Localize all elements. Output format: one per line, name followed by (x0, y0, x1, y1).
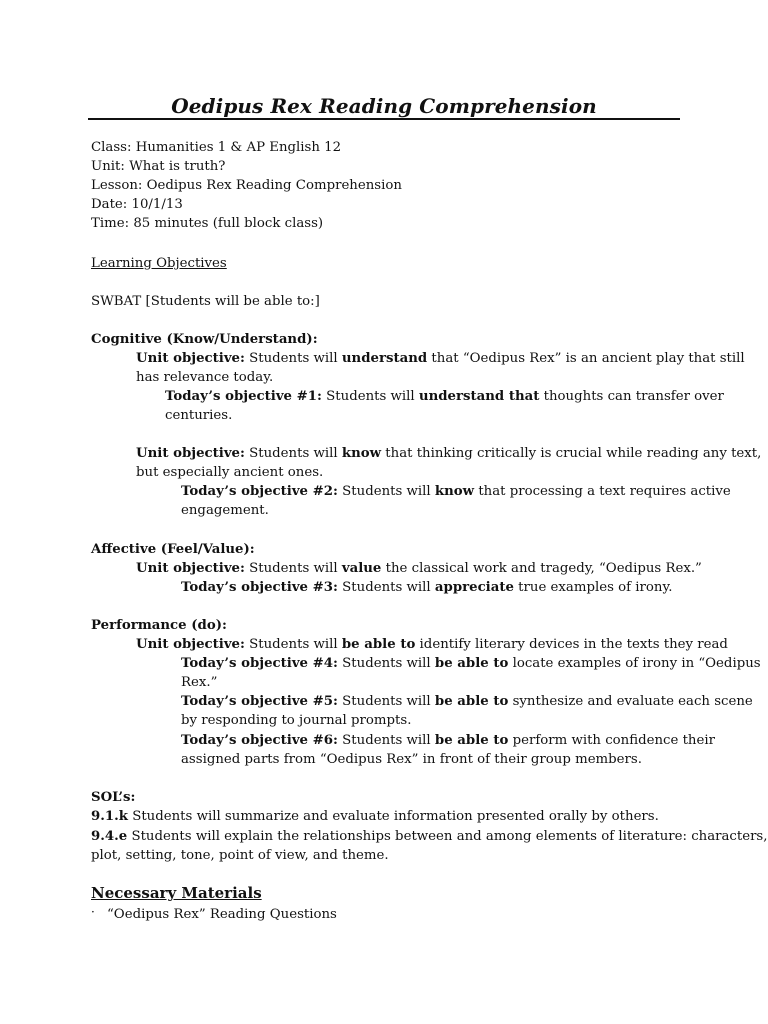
date-label: Date: (91, 197, 128, 212)
todays-objective-6-cont: assigned parts from “Oedipus Rex” in front of their group members. (181, 752, 642, 767)
sol-code: 9.4.e (91, 829, 128, 844)
performance-heading: Performance (do): (91, 618, 227, 633)
swbat-line: SWBAT [Students will be able to:] (91, 294, 320, 309)
objective-text: true examples of irony. (513, 580, 673, 595)
affective-unit-objective (136, 559, 702, 578)
objective-verb: be able to (341, 637, 416, 652)
date-line (91, 195, 183, 214)
materials-item: “Oedipus Rex” Reading Questions (107, 907, 337, 922)
todays-objective-label: Today’s objective #6: (181, 733, 338, 748)
class-label: Class: (91, 140, 132, 155)
objective-verb: know (434, 484, 475, 499)
unit-value: What is truth? (129, 159, 226, 174)
unit-label: Unit: (91, 159, 125, 174)
objective-text: Students will (337, 580, 435, 595)
todays-objective-label: Today’s objective #1: (165, 389, 322, 404)
objective-text: Students will (337, 733, 435, 748)
cognitive-unit-objective-1 (136, 349, 745, 368)
todays-objective-1 (165, 387, 724, 406)
todays-objective-label: Today’s objective #3: (181, 580, 338, 595)
objective-verb: be able to (434, 656, 509, 671)
sol-item-2 (91, 827, 767, 846)
cognitive-unit-objective-1-cont: has relevance today. (136, 370, 274, 385)
document-title: Oedipus Rex Reading Comprehension (171, 94, 597, 118)
bullet-icon: · (91, 905, 95, 919)
sols-heading: SOL’s: (91, 790, 136, 805)
objective-text: locate examples of irony in “Oedipus (508, 656, 761, 671)
todays-objective-4 (181, 654, 761, 673)
todays-objective-1-cont: centuries. (165, 408, 233, 423)
objective-verb: be able to (434, 733, 509, 748)
todays-objective-5 (181, 692, 753, 711)
cognitive-heading: Cognitive (Know/Understand): (91, 332, 318, 347)
todays-objective-6 (181, 731, 715, 750)
objective-text: Students will (337, 656, 435, 671)
performance-unit-objective (136, 635, 728, 654)
objective-text: Students will (337, 694, 435, 709)
objective-text: Students will (244, 561, 342, 576)
lesson-value: Oedipus Rex Reading Comprehension (146, 178, 402, 193)
objective-text: the classical work and tragedy, “Oedipus Rex.” (381, 561, 702, 576)
affective-heading: Affective (Feel/Value): (91, 542, 255, 557)
unit-objective-label: Unit objective: (136, 561, 245, 576)
sol-text: Students will explain the relationships between and among elements of literature: characters, (127, 829, 768, 844)
todays-objective-2 (181, 482, 731, 501)
lesson-line (91, 176, 402, 195)
lesson-label: Lesson: (91, 178, 143, 193)
objective-verb: understand that (418, 389, 540, 404)
time-line (91, 214, 323, 233)
objective-text: identify literary devices in the texts they read (415, 637, 728, 652)
todays-objective-label: Today’s objective #5: (181, 694, 338, 709)
objective-text: that “Oedipus Rex” is an ancient play that still (427, 351, 745, 366)
class-value: Humanities 1 & AP English 12 (135, 140, 342, 155)
todays-objective-4-cont: Rex.” (181, 675, 218, 690)
objective-verb: appreciate (434, 580, 514, 595)
objective-text: thoughts can transfer over (539, 389, 724, 404)
todays-objective-label: Today’s objective #4: (181, 656, 338, 671)
sol-item-1 (91, 807, 659, 826)
time-value: 85 minutes (full block class) (133, 216, 324, 231)
time-label: Time: (91, 216, 130, 231)
objective-text: Students will (321, 389, 419, 404)
learning-objectives-heading: Learning Objectives (91, 256, 227, 271)
sol-code: 9.1.k (91, 809, 128, 824)
unit-objective-label: Unit objective: (136, 351, 245, 366)
class-line (91, 138, 341, 157)
todays-objective-2-cont: engagement. (181, 503, 269, 518)
objective-text: Students will (244, 637, 342, 652)
objective-verb: value (341, 561, 382, 576)
todays-objective-label: Today’s objective #2: (181, 484, 338, 499)
sol-text: Students will summarize and evaluate information presented orally by others. (127, 809, 659, 824)
cognitive-unit-objective-2-cont: but especially ancient ones. (136, 465, 324, 480)
objective-text: Students will (337, 484, 435, 499)
objective-text: Students will (244, 446, 342, 461)
sol-item-2-cont: plot, setting, tone, point of view, and theme. (91, 848, 389, 863)
materials-heading: Necessary Materials (91, 884, 262, 902)
unit-objective-label: Unit objective: (136, 446, 245, 461)
objective-text: that processing a text requires active (474, 484, 731, 499)
objective-text: that thinking critically is crucial while reading any text, (381, 446, 762, 461)
unit-objective-label: Unit objective: (136, 637, 245, 652)
objective-verb: know (341, 446, 382, 461)
todays-objective-3 (181, 578, 672, 597)
date-value: 10/1/13 (131, 197, 183, 212)
unit-line (91, 157, 225, 176)
objective-text: Students will (244, 351, 342, 366)
cognitive-unit-objective-2 (136, 444, 761, 463)
todays-objective-5-cont: by responding to journal prompts. (181, 713, 412, 728)
objective-verb: be able to (434, 694, 509, 709)
objective-text: synthesize and evaluate each scene (508, 694, 753, 709)
objective-text: perform with confidence their (508, 733, 715, 748)
objective-verb: understand (341, 351, 428, 366)
title-divider (88, 118, 680, 120)
